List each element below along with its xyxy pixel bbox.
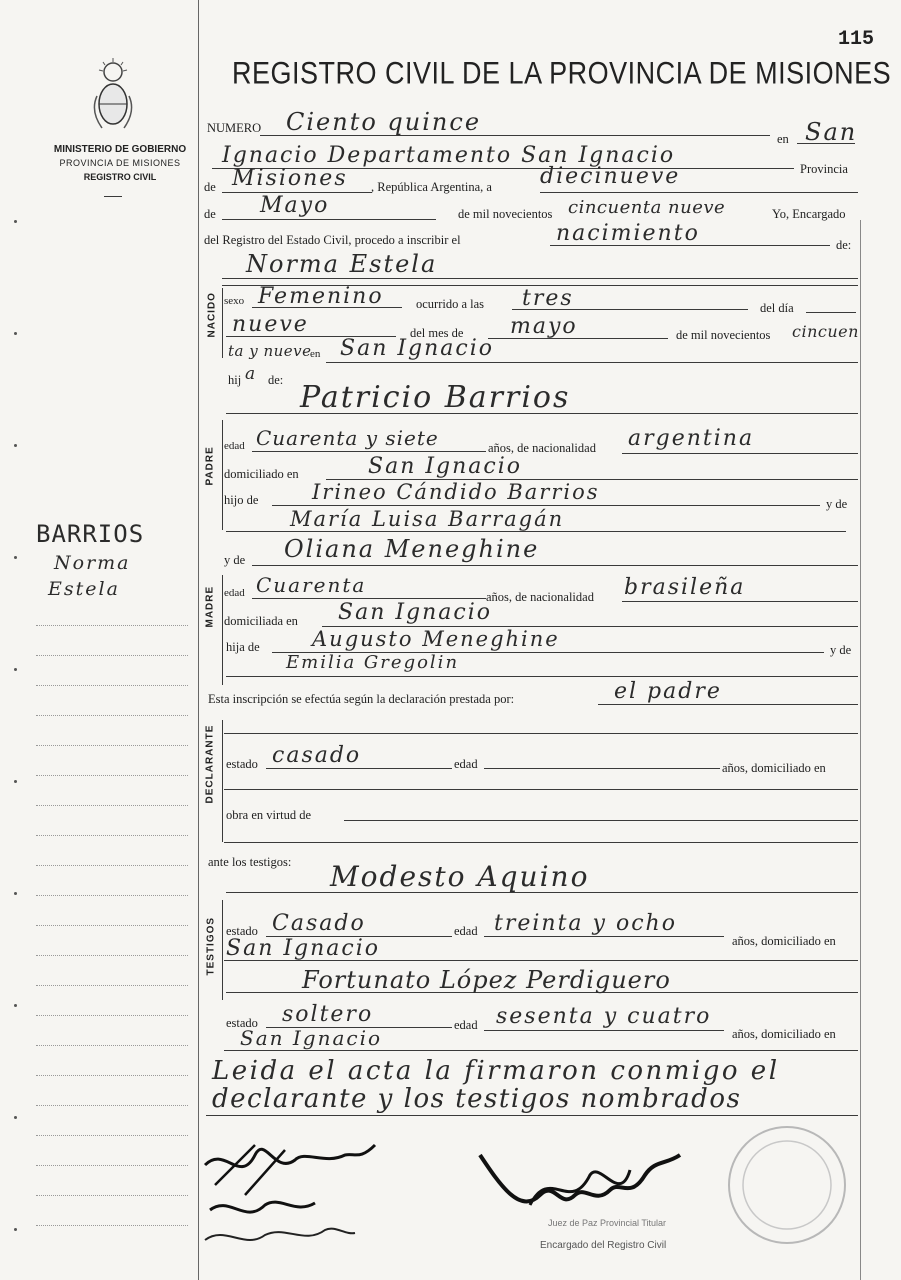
- t2-edad-label: edad: [454, 1018, 478, 1032]
- hij-suffix-value: a: [245, 364, 258, 384]
- t1-dom-label: años, domiciliado en: [732, 934, 836, 948]
- t2-edad-value: sesenta y cuatro: [496, 1004, 712, 1029]
- lugar-value: Ignacio Departamento San Ignacio: [222, 143, 676, 168]
- inscripcion-label: Esta inscripción se efectúa según la declaración prestada por:: [208, 692, 515, 706]
- section-declarante: DECLARANTE: [204, 724, 216, 804]
- yo-label: Yo, Encargado: [772, 207, 846, 221]
- madre-edad-value: Cuarenta: [256, 573, 367, 597]
- madre-nac-label: años, de nacionalidad: [486, 590, 594, 604]
- section-nacido: NACIDO: [206, 292, 218, 338]
- nombre-value: Norma Estela: [246, 250, 438, 278]
- provincia-value: Misiones: [232, 166, 348, 191]
- t2-estado-value: soltero: [282, 1002, 374, 1027]
- hijo-de-label: hijo de: [224, 493, 259, 507]
- t1-edad-value: treinta y ocho: [494, 911, 677, 936]
- madre-y-de-label: y de: [224, 553, 246, 567]
- stamp-line2: Encargado del Registro Civil: [540, 1240, 667, 1251]
- de-colon-label: de:: [836, 238, 852, 252]
- section-padre: PADRE: [204, 446, 216, 486]
- decl-dom-label: años, domiciliado en: [722, 761, 826, 775]
- madre-dom-label: domiciliada en: [224, 614, 298, 628]
- decl-estado-value: casado: [272, 743, 362, 768]
- abuela-m-value: Emilia Gregolin: [286, 652, 460, 673]
- t2-dom-label: años, domiciliado en: [732, 1027, 836, 1041]
- abuela-p-value: María Luisa Barragán: [290, 507, 565, 531]
- padre-nombre-value: Patricio Barrios: [300, 380, 571, 415]
- decl-estado-label: estado: [226, 757, 258, 771]
- mil-novecientos-label: de mil novecientos: [458, 207, 553, 221]
- acto-value: nacimiento: [556, 221, 700, 246]
- en2-label: en: [310, 348, 321, 360]
- mes-nac-value: mayo: [510, 314, 578, 339]
- ministry-label: MINISTERIO DE GOBIERNO: [53, 144, 187, 155]
- de-label: de: [204, 180, 216, 194]
- madre-nac-value: brasileña: [624, 575, 746, 600]
- abuelo-p-value: Irineo Cándido Barrios: [312, 480, 600, 504]
- de2-label: de: [204, 207, 216, 221]
- anio-value: cincuenta nueve: [568, 197, 726, 218]
- del-mes-label: del mes de: [410, 326, 464, 340]
- republica-label: , República Argentina, a: [371, 180, 492, 194]
- sexo-label: sexo: [224, 295, 245, 307]
- signature-declarante: [185, 1125, 385, 1280]
- margin-surname: BARRIOS: [36, 520, 145, 548]
- cierre-line1: Leida el acta la firmaron conmigo el: [212, 1056, 780, 1086]
- obra-label: obra en virtud de: [226, 808, 312, 822]
- del-dia-label: del día: [760, 301, 794, 315]
- abuelo-m-value: Augusto Meneghine: [312, 627, 560, 651]
- padre-nac-label: años, de nacionalidad: [488, 441, 596, 455]
- y-de-label: y de: [826, 497, 848, 511]
- dia-value: diecinueve: [540, 164, 681, 189]
- hija-de-label: hija de: [226, 640, 260, 654]
- t2-dom-value: San Ignacio: [240, 1026, 383, 1050]
- lugar-nac-value: San Ignacio: [340, 336, 495, 361]
- office-label: REGISTRO CIVIL: [83, 172, 157, 182]
- form-title: REGISTRO CIVIL DE LA PROVINCIA DE MISIONES: [232, 55, 892, 91]
- coat-of-arms-icon: [90, 56, 136, 141]
- testigo2-value: Fortunato López Perdiguero: [302, 966, 671, 994]
- cierre-line2: declarante y los testigos nombrados: [212, 1084, 742, 1114]
- margin-given2: Estela: [48, 578, 120, 600]
- anio-nac2-value: ta y nueve: [228, 342, 312, 360]
- decl-edad-label: edad: [454, 757, 478, 771]
- stamp-line1: Juez de Paz Provincial Titular: [548, 1218, 667, 1228]
- madre-dom-value: San Ignacio: [338, 600, 493, 625]
- round-seal-icon: [722, 1120, 852, 1255]
- en-label: en: [777, 132, 789, 146]
- padre-dom-value: San Ignacio: [368, 454, 523, 479]
- t1-dom-value: San Ignacio: [226, 936, 381, 961]
- mes-value: Mayo: [260, 193, 330, 218]
- numero-label: NUMERO: [207, 121, 262, 135]
- en-value: San: [805, 118, 858, 146]
- madre-nombre-value: Oliana Meneghine: [284, 535, 540, 563]
- padre-dom-label: domiciliado en: [224, 467, 299, 481]
- hij-de-label: de:: [268, 373, 284, 387]
- madre-edad-label: edad: [224, 587, 245, 599]
- dia-nac-value: nueve: [232, 312, 309, 337]
- hij-label: hij: [228, 373, 242, 387]
- declarante-value: el padre: [614, 679, 722, 704]
- numero-value: Ciento quince: [286, 108, 482, 136]
- testigo1-value: Modesto Aquino: [330, 860, 590, 893]
- page-number: 115: [838, 28, 875, 51]
- t1-edad-label: edad: [454, 924, 478, 938]
- anio-nac1-value: cincuen: [792, 322, 859, 341]
- y-de3-label: y de: [830, 643, 852, 657]
- t2-estado-label: estado: [226, 1016, 258, 1030]
- t1-estado-label: estado: [226, 924, 258, 938]
- ocurrido-label: ocurrido a las: [416, 297, 485, 311]
- padre-edad-label: edad: [224, 440, 245, 452]
- margin-given1: Norma: [54, 552, 131, 574]
- section-madre: MADRE: [204, 585, 216, 628]
- registro-label: del Registro del Estado Civil, procedo a inscribir el: [204, 233, 461, 247]
- ante-testigos-label: ante los testigos:: [208, 855, 292, 869]
- sexo-value: Femenino: [258, 284, 384, 309]
- hora-value: tres: [522, 286, 574, 311]
- province-label: PROVINCIA DE MISIONES: [59, 158, 181, 168]
- t1-estado-value: Casado: [272, 911, 366, 936]
- section-testigos: TESTIGOS: [205, 916, 217, 976]
- provincia-label: Provincia: [800, 162, 848, 176]
- mil-nov2-label: de mil novecientos: [676, 328, 771, 342]
- padre-edad-value: Cuarenta y siete: [256, 426, 439, 450]
- padre-nac-value: argentina: [628, 426, 755, 451]
